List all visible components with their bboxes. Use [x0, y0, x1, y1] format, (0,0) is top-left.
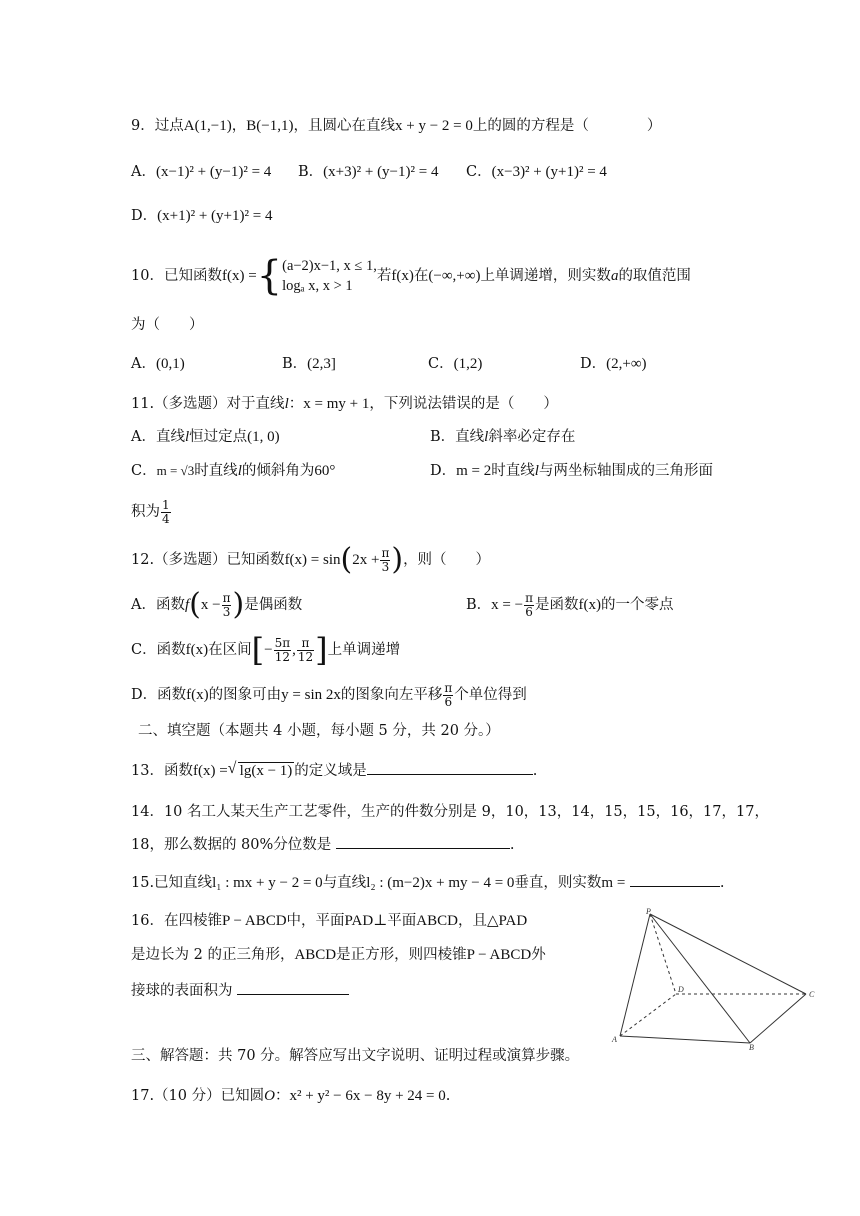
q13-stem	[131, 760, 537, 781]
q12-opt-d-wrap	[131, 680, 527, 710]
q11-opt-c-m: m = √3	[156, 463, 195, 478]
q12-opt-b: B．	[466, 597, 492, 613]
q10-opt-d-label: D．	[580, 356, 607, 372]
label-c: C	[809, 990, 815, 999]
q11-opt-d3: 与两坐标轴围成的三角形面	[538, 463, 713, 479]
q12-stem	[131, 542, 491, 577]
q12-opt-c: C．函数	[131, 642, 186, 658]
q12-opt-b-wrap	[466, 590, 673, 620]
edge-bc	[750, 994, 806, 1043]
q11-stem-b: ：	[288, 396, 304, 412]
q11-opt-a-wrap	[131, 427, 280, 447]
q11-opt-a-l: l	[184, 429, 190, 445]
q12-opt-c-comma: ,	[292, 642, 296, 658]
q10-var-a: a	[610, 268, 619, 284]
q12-opt-a-pi: π	[222, 590, 231, 605]
q12-opt-b-x: x = −	[491, 597, 524, 613]
q10-stem-a: 10．已知函数	[131, 268, 222, 284]
q11-opt-c-wrap	[131, 461, 335, 481]
q12-opt-b-frac	[524, 592, 534, 619]
q12-opt-c-frac2	[297, 637, 314, 664]
q13-answer-blank[interactable]	[367, 760, 533, 775]
q12-opt-c-pi: π	[297, 637, 314, 651]
q15-stem-a: 15.已知直线	[131, 875, 213, 891]
q16-abcd: ABCD	[416, 913, 458, 929]
q11-opt-d-frac	[161, 499, 171, 526]
q11-stem-c: ，下列说法错误的是（ ）	[369, 396, 558, 412]
q9-opt-a-label: A．	[131, 164, 156, 180]
q11-opt-c3: 的倾斜角为	[241, 463, 315, 479]
label-b: B	[749, 1043, 754, 1050]
edge-ab	[620, 1036, 750, 1043]
q12-stem-a: 12.（多选题）已知函数	[131, 552, 285, 568]
q9-opt-d-wrap	[131, 206, 272, 226]
q17-end: .	[445, 1088, 451, 1104]
q16-perp: ⊥	[373, 913, 388, 929]
q12-opt-d: D．函数	[131, 687, 187, 703]
q12-arg: 2x +	[352, 552, 380, 568]
q12-opt-a-arg: x −	[200, 597, 221, 613]
q12-opt-d-pi: π	[444, 680, 453, 695]
q15-stem	[131, 872, 725, 893]
q10-opt-c-label: C．	[428, 356, 454, 372]
q12-func: f(x) = sin	[284, 552, 341, 568]
label-d: D	[678, 985, 684, 994]
q17-stem	[131, 1086, 450, 1106]
q12-opt-c-minus: −	[264, 642, 273, 658]
q10-interval: (−∞,+∞)	[428, 268, 481, 284]
section-3-heading: 三、解答题：共 70 分。解答应写出文字说明、证明过程或演算步骤。	[131, 1048, 580, 1064]
q11-opt-d-wrap	[430, 461, 713, 481]
q12-opt-d-frac	[443, 682, 453, 709]
q16-line2-b: ABCD	[294, 947, 337, 963]
q9-sep: ，	[231, 118, 247, 134]
q10-opt-c: (1,2)	[453, 356, 483, 372]
q12-opt-a-frac	[222, 592, 232, 619]
q13-end: .	[532, 763, 538, 779]
q12-opt-b-pi: π	[525, 590, 533, 605]
q12-frac	[380, 547, 390, 574]
q11-opt-a-pt: (1, 0)	[247, 429, 280, 445]
q15-m: m =	[601, 875, 626, 891]
q16-stem-c: 平面	[387, 913, 417, 929]
q10-stem-f: 为（ ）	[131, 317, 204, 333]
q16-line2-c: 是正方形，则四棱锥	[336, 947, 467, 963]
q12-opt-c-12b: 12	[297, 649, 314, 664]
q16-stem-b: 中，平面	[286, 913, 345, 929]
q13-stem-b: 的定义域是	[294, 763, 367, 779]
q12-opt-c3: 上单调递增	[327, 642, 401, 658]
q16-line2	[131, 945, 546, 965]
q12-opt-c-lbrk: [	[251, 631, 265, 669]
q10-pieces	[282, 256, 377, 296]
q9-point-a: A(1,−1)	[183, 118, 232, 134]
q12-opt-d-fx: f(x)	[186, 687, 209, 703]
q10-fx: f(x)	[391, 268, 414, 284]
q17-eq: x² + y² − 6x − 8y + 24 = 0	[289, 1088, 446, 1104]
q10-opt-a: (0,1)	[155, 356, 185, 372]
q11-opt-c: C．	[131, 463, 157, 479]
q16-line3-text: 接球的表面积为	[131, 983, 233, 999]
q9-opt-b-label: B．	[298, 164, 324, 180]
q10-func: f(x) =	[221, 268, 257, 284]
q13-sqrt	[228, 761, 295, 781]
q12-opt-a-wrap	[131, 587, 303, 622]
q10-opt-b: (2,3]	[307, 356, 336, 372]
edge-pd	[650, 914, 676, 994]
section-2-heading: 二、填空题（本题共 4 小题，每小题 5 分，共 20 分。）	[138, 723, 500, 739]
q12-opt-c2: 在区间	[208, 642, 252, 658]
q9-stem-b: ，且圆心在直线	[293, 118, 395, 134]
q16-line2-e: 外	[531, 947, 546, 963]
q15-l2: l₂ : (m−2)x + my − 4 = 0	[366, 875, 515, 891]
q12-stem-b: ，则（ ）	[403, 552, 491, 568]
q9-line-eq: x + y − 2 = 0	[395, 118, 473, 134]
q9-options-row1	[131, 162, 271, 182]
q12-opt-a: A．函数	[131, 597, 185, 613]
q9-opt-b: (x+3)² + (y−1)² = 4	[323, 164, 439, 180]
q12-pi: π	[381, 545, 390, 560]
q10-opt-b-label: B．	[282, 356, 308, 372]
q15-l1: l₁ : mx + y − 2 = 0	[212, 875, 323, 891]
q11-eq: x = my + 1	[303, 396, 370, 412]
q9-opt-b-wrap	[298, 162, 438, 182]
q17-stem-a: 17.（10 分）已知圆	[131, 1088, 265, 1104]
q12-opt-b-fx: f(x)	[578, 597, 601, 613]
q14-line2-wrap	[131, 834, 515, 855]
q16-answer-blank[interactable]	[237, 980, 349, 995]
q11-opt-b: B．直线	[430, 429, 485, 445]
q12-opt-d4: 个单位得到	[454, 687, 527, 703]
q12-opt-c-wrap	[131, 631, 401, 669]
q15-end: .	[719, 875, 725, 891]
q10-opt-c-wrap	[428, 354, 482, 374]
q14-line2: 18，那么数据的 80%分位数是	[131, 837, 332, 853]
q12-opt-d3: 的图象向左平移	[340, 687, 443, 703]
q11-opt-a2: 恒过定点	[189, 429, 248, 445]
q11-opt-d4: 积为	[131, 504, 160, 520]
edge-pa	[620, 914, 650, 1036]
q12-opt-c-5pi: 5π	[274, 635, 291, 650]
edge-pb	[650, 914, 750, 1043]
q16-line2-a: 是边长为 2 的正三角形，	[131, 947, 295, 963]
q11-opt-b-wrap	[430, 427, 575, 447]
q13-func: f(x) =	[192, 763, 228, 779]
q12-three: 3	[381, 559, 390, 574]
q10-stem-d: 上单调递增，则实数	[480, 268, 611, 284]
q12-opt-b2: 是函数	[534, 597, 579, 613]
q9-point-b: B(−1,1)	[246, 118, 294, 134]
q16-pad: PAD	[344, 913, 374, 929]
q12-opt-a-f: f	[184, 597, 190, 613]
q9-opt-c-wrap	[466, 162, 607, 182]
q11-opt-a: A．直线	[131, 429, 185, 445]
q14-end: .	[509, 837, 515, 853]
q12-lparen: (	[340, 542, 353, 577]
q11-opt-c2: 时直线	[194, 463, 238, 479]
q10-opt-b-wrap	[282, 354, 336, 374]
q10-brace: {	[256, 253, 283, 299]
q11-opt-d-den: 4	[162, 511, 170, 526]
q10-opt-d: (2,+∞)	[606, 356, 647, 372]
q10-piece2: logₐ x, x > 1	[282, 278, 353, 294]
q10-opt-d-wrap	[580, 354, 647, 374]
q13-radicand: lg(x − 1)	[239, 763, 293, 779]
q10-stem-c: 在	[413, 268, 429, 284]
q11-opt-d2: 时直线	[491, 463, 535, 479]
q14-line1: 14．10 名工人某天生产工艺零件，生产的件数分别是 9，10，13，14，15，15，16，17，17，	[131, 804, 769, 820]
q11-opt-d-m: m = 2	[456, 463, 492, 479]
q17-o: O	[264, 1088, 275, 1104]
q12-opt-a-lparen: (	[189, 587, 201, 622]
q11-opt-c-l: l	[237, 463, 242, 479]
q11-l: l	[284, 396, 289, 412]
q16-line1	[131, 911, 527, 931]
pyramid-figure	[610, 908, 826, 1050]
q9-opt-d: (x+1)² + (y+1)² = 4	[157, 208, 273, 224]
q16-tri: △PAD	[486, 913, 528, 929]
q16-stem-a: 16．在四棱锥	[131, 913, 222, 929]
q11-stem-a: 11.（多选题）对于直线	[131, 396, 285, 412]
q11-stem	[131, 394, 558, 414]
q12-opt-a-three: 3	[222, 604, 231, 619]
q11-opt-d: D．	[430, 463, 457, 479]
q11-opt-d-num: 1	[162, 497, 170, 512]
q12-opt-c-fx: f(x)	[185, 642, 209, 658]
q9-opt-d-label: D．	[131, 208, 158, 224]
q10-opt-a-wrap	[131, 354, 185, 374]
q10-stem-e: 的取值范围	[618, 268, 691, 284]
q12-opt-b-six: 6	[525, 604, 533, 619]
q11-opt-b-l: l	[484, 429, 489, 445]
q16-stem-d: ，且	[457, 913, 487, 929]
q11-opt-b2: 斜率必定存在	[488, 429, 576, 445]
q17-stem-b: ：	[274, 1088, 290, 1104]
q12-opt-d-y: y = sin 2x	[281, 687, 341, 703]
label-p: P	[646, 908, 651, 916]
q12-opt-b3: 的一个零点	[600, 597, 674, 613]
q11-opt-d-l: l	[534, 463, 539, 479]
q13-stem-a: 13．函数	[131, 763, 193, 779]
q11-opt-c-angle: 60°	[314, 463, 336, 479]
q9-opt-c: (x−3)² + (y+1)² = 4	[491, 164, 607, 180]
q11-opt-d-cont	[131, 496, 172, 528]
q9-stem-c: 上的圆的方程是（ ）	[472, 118, 662, 134]
q9-opt-a: (x−1)² + (y−1)² = 4	[155, 164, 272, 180]
q12-opt-d2: 的图象可由	[208, 687, 282, 703]
q16-line3	[131, 980, 349, 1001]
q10-stem	[131, 253, 691, 299]
edge-pc	[650, 914, 806, 994]
q9-opt-c-label: C．	[466, 164, 492, 180]
q9-stem	[131, 116, 661, 136]
q10-piece1: (a−2)x−1, x ≤ 1,	[282, 258, 377, 274]
q10-opt-a-label: A．	[131, 356, 156, 372]
q14-answer-blank[interactable]	[336, 834, 510, 849]
q10-stem-b: 若	[376, 268, 392, 284]
q12-opt-c-frac1	[274, 637, 292, 664]
q15-stem-c: 垂直，则实数	[514, 875, 602, 891]
q12-opt-c-rbrk: ]	[315, 631, 328, 669]
q15-answer-blank[interactable]	[630, 872, 720, 887]
q12-opt-a-rparen: )	[232, 587, 245, 622]
q12-rparen: )	[391, 542, 404, 577]
q9-stem-a: 9．过点	[131, 118, 184, 134]
q12-opt-a2: 是偶函数	[244, 597, 303, 613]
q15-stem-b: 与直线	[322, 875, 367, 891]
q12-opt-c-12a: 12	[274, 649, 290, 664]
q16-pyr: P − ABCD	[221, 913, 287, 929]
label-a: A	[612, 1035, 617, 1044]
q12-opt-d-six: 6	[444, 694, 453, 709]
q16-line2-d: P − ABCD	[466, 947, 532, 963]
